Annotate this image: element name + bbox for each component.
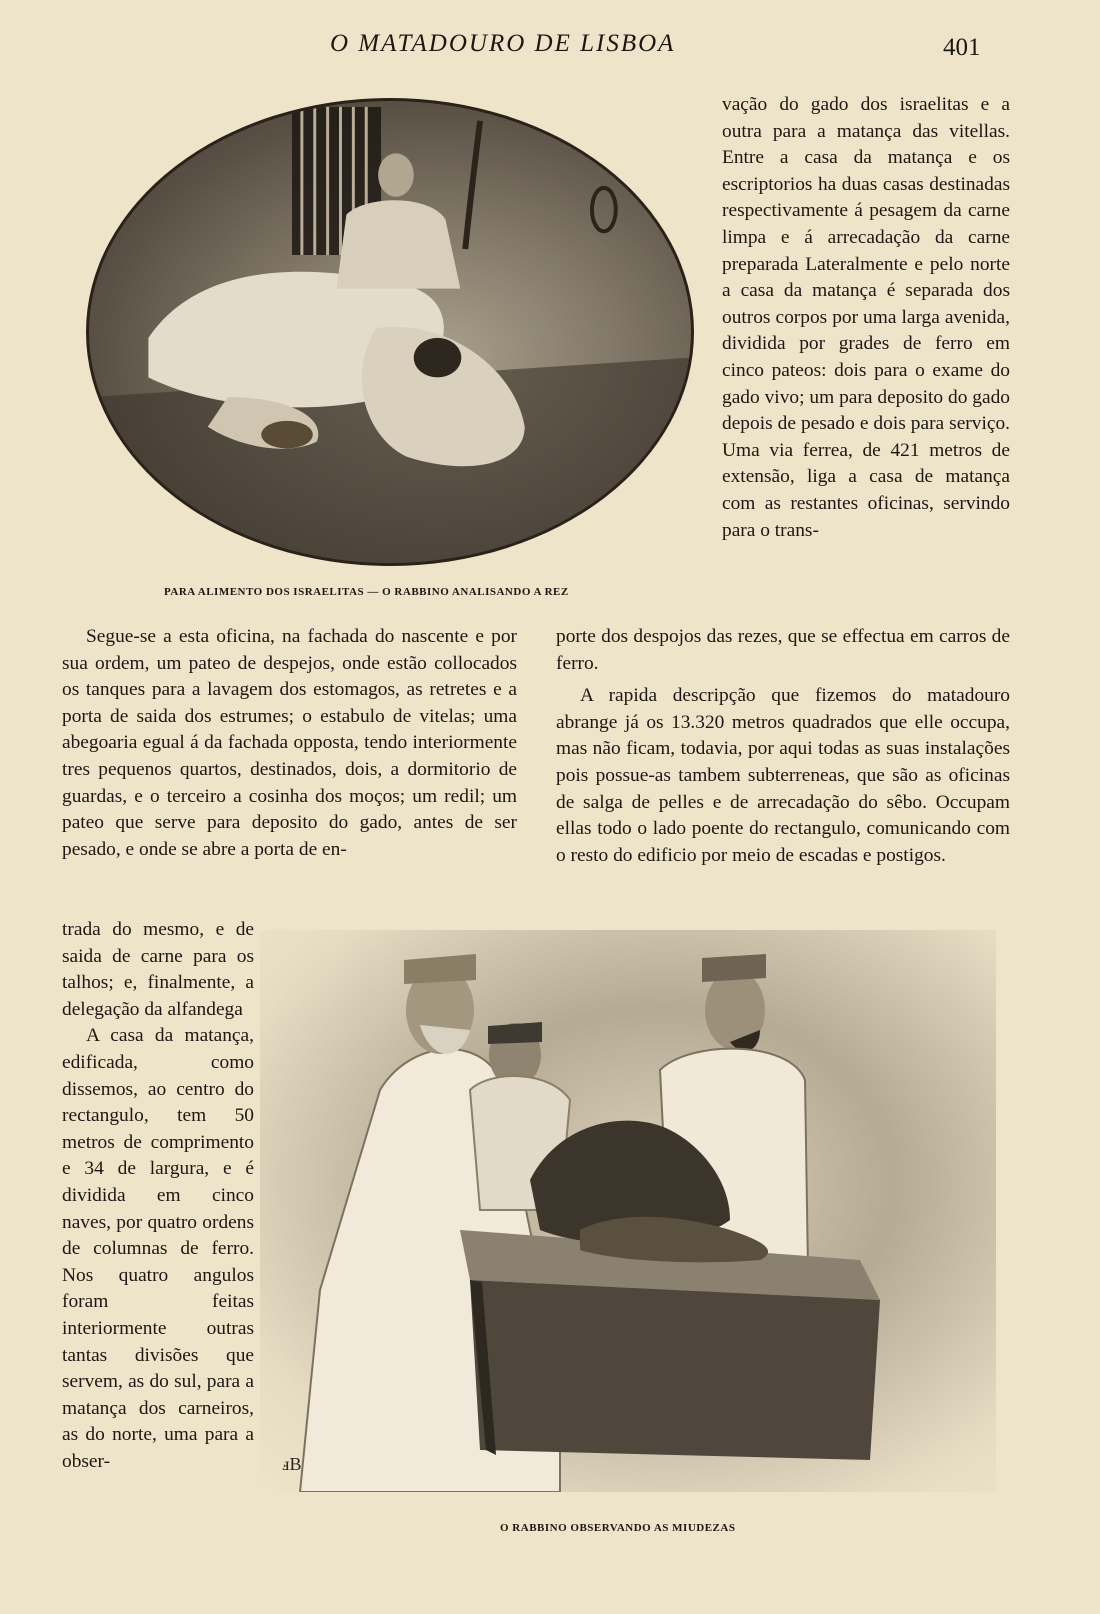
- photo-rabbi-inspecting-carcass: [86, 98, 694, 566]
- svg-text:ⅎB: ⅎB: [282, 1454, 302, 1474]
- running-head: O MATADOURO DE LISBOA: [330, 30, 676, 57]
- paragraph: vação do gado dos israelitas e a outra para a matança das vitellas. Entre a casa da matança e os escriptorios ha duas casas destinadas respectivamente á pesagem da carne limpa e á arrecadação da carne preparada Lateralmente e pelo norte a casa da matança é separada dos outros corpos por uma larga avenida, dividida por grades de ferro em cinco pateos: dois para o exame do gado vivo; um para deposito do gado depois de pesado e dois para serviço. Uma via ferrea, de 421 metros de extensão, liga a casa de matança com as restantes oficinas, servindo para o trans-: [722, 94, 1010, 541]
- paragraph: Segue-se a esta oficina, na fachada do nascente e por sua ordem, um pateo de despejos, onde estão collocados os tanques para a lavagem dos estomagos, as retretes e a porta de saida dos estrumes; o estabulo de vitelas; uma abegoaria egual á da fachada opposta, tendo interiormente tres pequenos quartos, destinados, dois, a dormitorio de guardas, e o terceiro a cosinha dos moços; um redil; um pateo que serve para deposito do gado, antes de ser pesado, e onde se abre a porta de en-: [62, 626, 517, 860]
- page-number: 401: [943, 34, 981, 61]
- paragraph: A rapida descripção que fizemos do matadouro abrange já os 13.320 metros quadrados que elle occupa, mas não ficam, todavia, por aqui todas as suas instalações pois possue-as tambem subterreneas, que são as oficinas de salga de pelles e de arrecadação do sêbo. Occupam ellas todo o lado poente do rectangulo, comunicando com o resto do edificio por meio de escadas e postigos.: [556, 685, 1010, 866]
- paragraph: trada do mesmo, e de saida de carne para os talhos; e, finalmente, a delegação da alfandega: [62, 919, 254, 1020]
- left-column-top: [62, 624, 517, 863]
- paragraph: porte dos despojos das rezes, que se effectua em carros de ferro.: [556, 626, 1010, 674]
- photo-rabbi-observing-offal: [260, 930, 996, 1492]
- figure-caption-bottom: O RABBINO OBSERVANDO AS MIUDEZAS: [500, 1522, 736, 1534]
- right-column-main: [556, 624, 1010, 869]
- paragraph: A casa da matança, edificada, como dissemos, ao centro do rectangulo, tem 50 metros de comprimento e 34 de largura, e é dividida em cinco naves, por quatro ordens de columnas de ferro. Nos quatro angulos foram feitas interiormente outras tantas divisões que servem, as do sul, para a matança dos carneiros, as do norte, uma para a obser-: [62, 1025, 254, 1472]
- left-column-narrow: [62, 917, 254, 1475]
- figure-caption-top: PARA ALIMENTO DOS ISRAELITAS — O RABBINO ANALISANDO A REZ: [164, 586, 569, 598]
- right-column-top: [722, 92, 1010, 544]
